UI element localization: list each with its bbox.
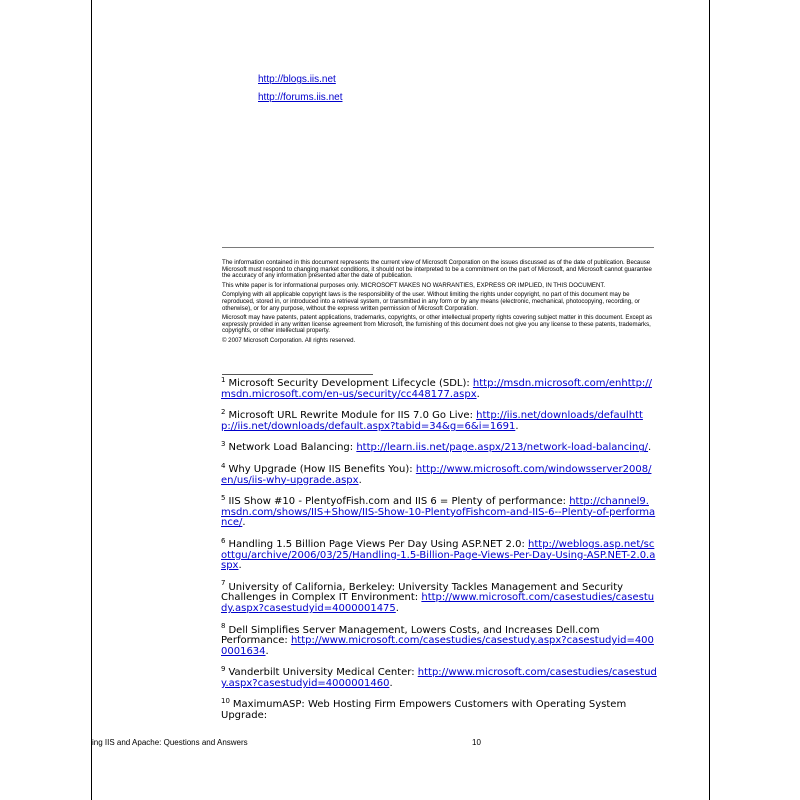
footnote (221, 697, 657, 722)
legal-notice (222, 260, 656, 348)
footnote-text: Microsoft URL Rewrite Module for IIS 7.0 Go Live: (228, 410, 473, 422)
page-edge-right (709, 0, 710, 800)
footnote-number: 7 (221, 579, 226, 588)
footnote-separator (222, 374, 373, 375)
footnote-text: IIS Show #10 - PlentyofFish.com and IIS 6 = Plenty of performance: (228, 496, 567, 508)
page-edge-left (91, 0, 92, 800)
footnote-number: 9 (221, 664, 226, 673)
footnote-number: 1 (221, 375, 226, 384)
footnote-number: 3 (221, 440, 226, 449)
footnote-end: . (395, 602, 399, 614)
footnote-end: . (242, 517, 246, 529)
footnote-link[interactable]: http://channel9.msdn.com/shows/IIS+Show/IIS-Show-10-PlentyofFishcom-and-IIS-6--Plenty-of-performance/ (221, 496, 656, 529)
footnote (221, 407, 657, 432)
footnote-number: 2 (221, 407, 226, 416)
footnote-link[interactable]: http://www.microsoft.com/casestudies/casestudy.aspx?casestudyid=4000001475 (221, 592, 655, 614)
footnote-text: Microsoft Security Development Lifecycle (SDL): (228, 378, 470, 389)
footnote-text: Dell Simplifies Server Management, Lowers Costs, and Increases Dell.com Performance: (221, 624, 600, 647)
legal-divider (222, 247, 654, 248)
page-number: 10 (472, 738, 481, 747)
footnote (221, 375, 657, 400)
footnote-link[interactable]: http://www.microsoft.com/windowsserver2008/en/us/iis-why-upgrade.aspx (221, 463, 652, 486)
footnote (221, 440, 657, 454)
footnote-end: . (358, 474, 362, 486)
legal-paragraph: The information contained in this document represents the current view of Microsoft Corporation on the issues discussed as of the date of publication. Because Microsoft must respond to changing market conditions, it should not be interpreted to be a commitment on the part of Microsoft, and Microsoft cannot guarantee the accuracy of any information presented after the date of publication. (222, 259, 652, 280)
footnote-end: . (648, 442, 652, 454)
footnote-text: Network Load Balancing: (228, 442, 354, 454)
footnote-link[interactable]: http://msdn.microsoft.com/enhttp://msdn.microsoft.com/en-us/security/cc448177.aspx (221, 378, 653, 400)
legal-paragraph: Complying with all applicable copyright laws is the responsibility of the user. Without limiting the rights under copyright, no part of this document may be reproduced, stored in, or introduced into a retrieval system, or transmitted in any form or by any means (electronic, mechanical, photocopying, recording, or otherwise), or for any purpose, without the express written permission of Microsoft Corporation. (222, 291, 640, 312)
footnote (221, 461, 657, 486)
footnote-link[interactable]: http://weblogs.asp.net/scottgu/archive/2006/03/25/Handling-1.5-Billion-Page-Views-Per-Day-Using-ASP.NET-2.0.aspx (221, 538, 656, 572)
footnote-link[interactable]: http://www.microsoft.com/casestudies/casestudy.aspx?casestudyid=4000001460 (221, 667, 657, 689)
forums-link[interactable]: http://forums.iis.net (258, 92, 343, 103)
footnote-number: 4 (221, 461, 226, 470)
footnote-end: . (265, 645, 269, 657)
footnotes (221, 375, 657, 733)
legal-paragraph: Microsoft may have patents, patent applications, trademarks, copyrights, or other intellectual property rights covering subject matter in this document. Except as expressly provided in any written license agreement from Microsoft, the furnishing of this document does not give you any license to these patents, trademarks, copyrights, or other intellectual property. (222, 314, 653, 335)
footnote-end: . (238, 560, 242, 572)
footnote-text: University of California, Berkeley: University Tackles Management and Security Challenges in Complex IT Environment: (221, 581, 624, 604)
footnote-number: 8 (221, 622, 226, 631)
footnote-link[interactable]: http://iis.net/downloads/defaulhttp://iis.net/downloads/default.aspx?tabid=34&g=6&i=1691 (221, 410, 643, 432)
footnote-link[interactable]: http://learn.iis.net/page.aspx/213/network-load-balancing/ (356, 442, 649, 454)
footnote (221, 622, 657, 658)
footnote-number: 10 (221, 697, 230, 706)
footnote-text: MaximumASP: Web Hosting Firm Empowers Customers with Operating System Upgrade: (221, 699, 627, 722)
footnote-end: . (389, 677, 393, 689)
footnote-number: 5 (221, 493, 226, 502)
legal-paragraph: This white paper is for informational purposes only. MICROSOFT MAKES NO WARRANTIES, EXPRESS OR IMPLIED, IN THIS DOCUMENT. (222, 281, 606, 289)
copyright-line: © 2007 Microsoft Corporation. All rights reserved. (222, 336, 356, 344)
footnote-text: Why Upgrade (How IIS Benefits You): (228, 463, 413, 475)
footnote-number: 6 (221, 536, 226, 545)
footnote-text: Handling 1.5 Billion Page Views Per Day Using ASP.NET 2.0: (228, 538, 525, 550)
top-links (258, 73, 342, 109)
footnote (221, 664, 657, 689)
footnote-text: Vanderbilt University Medical Center: (228, 667, 415, 679)
footnote-end: . (515, 420, 519, 432)
footer-title: ing IIS and Apache: Questions and Answers (92, 738, 248, 747)
page-footer (92, 738, 709, 752)
footnote (221, 536, 657, 572)
footnote-end: . (476, 388, 480, 400)
blogs-link[interactable]: http://blogs.iis.net (258, 74, 336, 85)
footnote (221, 579, 657, 615)
footnote (221, 493, 657, 529)
footnote-link[interactable]: http://www.microsoft.com/casestudies/casestudy.aspx?casestudyid=4000001634 (221, 635, 654, 657)
